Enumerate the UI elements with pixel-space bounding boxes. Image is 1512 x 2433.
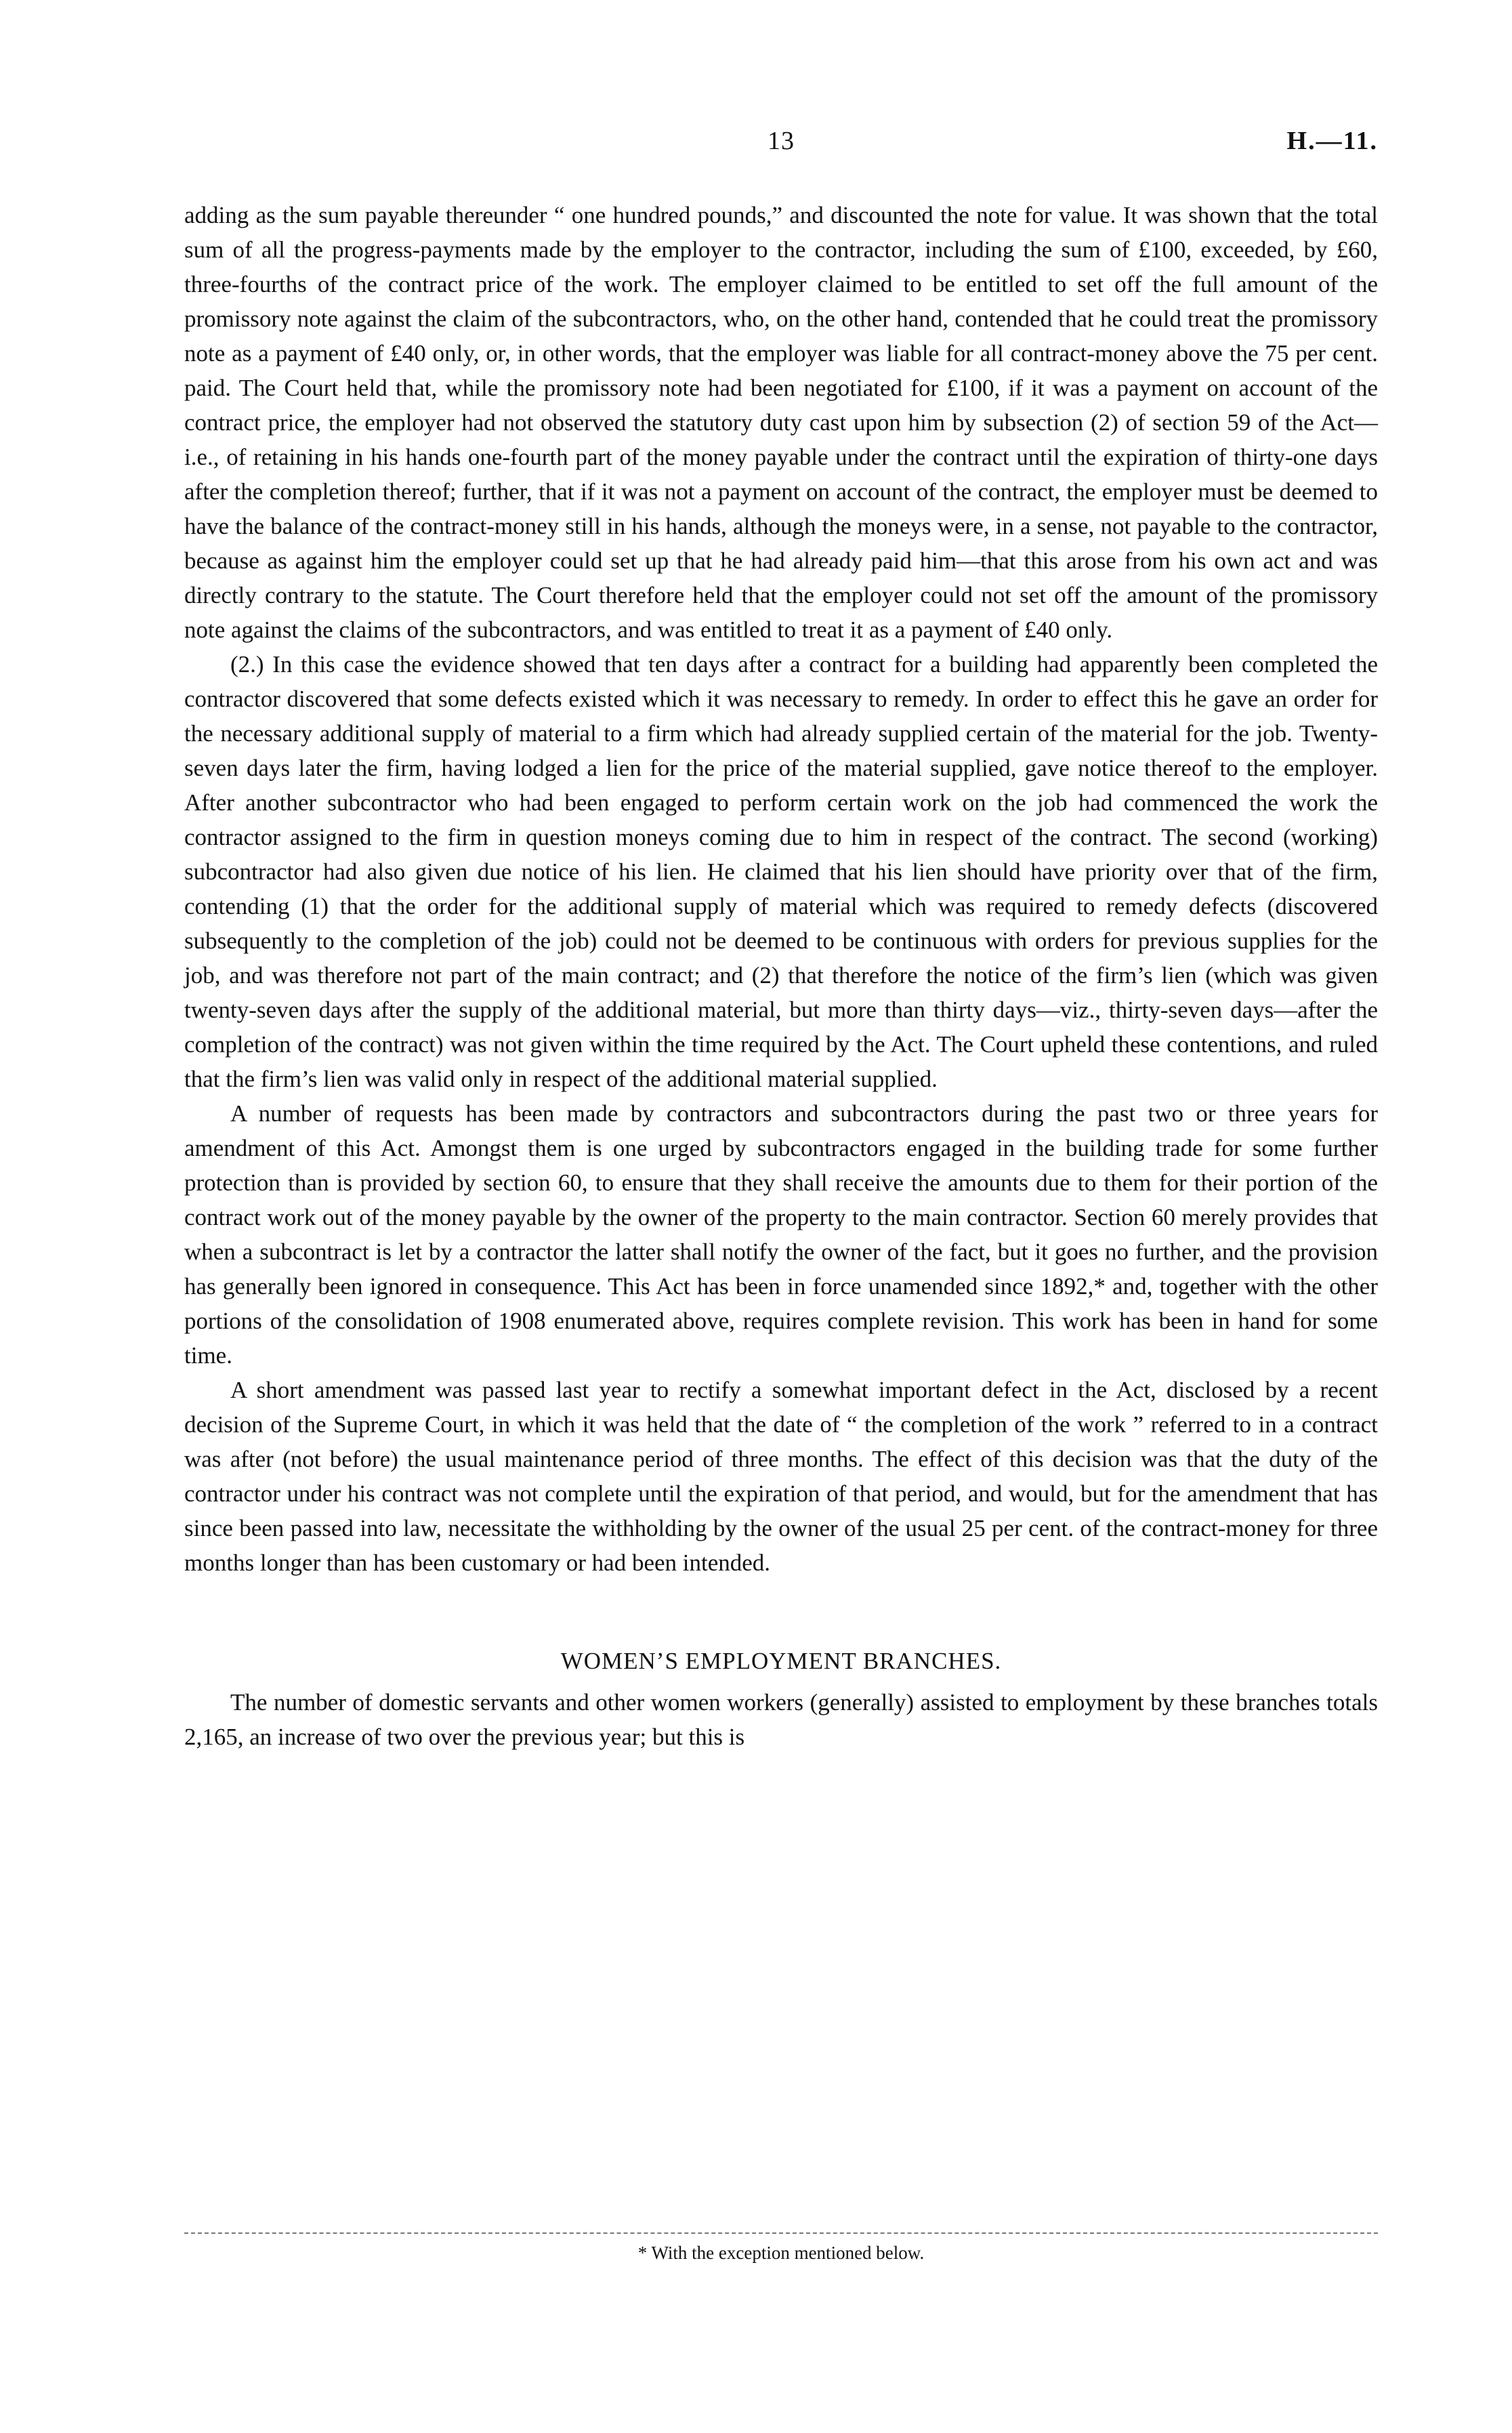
page-number: 13 bbox=[768, 127, 795, 155]
section-heading: WOMEN’S EMPLOYMENT BRANCHES. bbox=[560, 1648, 1002, 1674]
paragraph-womens-employment: The number of domestic servants and other women workers (generally) assisted to employment by these branches totals 2,165, an increase of two over the previous year; but this is bbox=[184, 1689, 1378, 1750]
paragraph-amendment-requests: A number of requests has been made by contractors and subcontractors during the past two or three years for amendment of this Act. Amongst them is one urged by subcontractors engaged in the building trade for some further protection than is provided by section 60, to ensure that they shall receive the amounts due to them for their portion of the contract work out of the money payable by the owner of the property to the main contractor. Section 60 merely provides that when a subcontract is let by a contractor the latter shall notify the owner of the fact, but it goes no further, and the provision has generally been ignored in consequence. This Act has been in force unamended since 1892,* and, together with the other portions of the consolidation of 1908 enumerated above, requires complete revision. This work has been in hand for some time. bbox=[184, 1100, 1378, 1369]
page-header bbox=[184, 126, 1378, 160]
paragraph-case-two: (2.) In this case the evidence showed that ten days after a contract for a building had apparently been completed the contractor discovered that some defects existed which it was necessary to remedy. In order to effect this he gave an order for the necessary additional supply of material to a firm which had already supplied certain of the material for the job. Twenty-seven days later the firm, having lodged a lien for the price of the material supplied, gave notice thereof to the employer. After another subcontractor who had been engaged to perform certain work on the job had commenced the work the contractor assigned to the firm in question moneys coming due to him in respect of the contract. The second (working) subcontractor had also given due notice of his lien. He claimed that his lien should have priority over that of the firm, contending (1) that the order for the additional supply of material which was required to remedy defects (discovered subsequently to the completion of the job) could not be deemed to be continuous with orders for previous supplies for the job, and was therefore not part of the main contract; and (2) that therefore the notice of the firm’s lien (which was given twenty-seven days after the supply of the additional material, but more than thirty days—viz., thirty-seven days—after the completion of the contract) was not given within the time required by the Act. The Court upheld these contentions, and ruled that the firm’s lien was valid only in respect of the additional material supplied. bbox=[184, 651, 1378, 1092]
footnote-divider bbox=[184, 2232, 1378, 2234]
body-text bbox=[184, 198, 1378, 1754]
paragraph-continuation: adding as the sum payable thereunder “ one hundred pounds,” and discounted the note for value. It was shown that the total sum of all the progress-payments made by the employer to the contractor, including the sum of £100, exceeded, by £60, three-fourths of the contract price of the work. The employer claimed to be entitled to set off the full amount of the promissory note against the claim of the subcontractors, who, on the other hand, contended that he could treat the promissory note as a payment of £40 only, or, in other words, that the employer was liable for all contract-money above the 75 per cent. paid. The Court held that, while the promissory note had been negotiated for £100, if it was a payment on account of the contract price, the employer had not observed the statutory duty cast upon him by subsection (2) of section 59 of the Act—i.e., of retaining in his hands one-fourth part of the money payable under the contract until the expiration of thirty-one days after the completion thereof; further, that if it was not a payment on account of the contract, the employer must be deemed to have the balance of the contract-money still in his hands, although the moneys were, in a sense, not payable to the contractor, because as against him the employer could set up that he had already paid him—that this arose from his own act and was directly contrary to the statute. The Court therefore held that the employer could not set off the amount of the promissory note against the claims of the subcontractors, and was entitled to treat it as a payment of £40 only. bbox=[184, 202, 1378, 643]
document-reference: H.—11. bbox=[1286, 127, 1378, 155]
paragraph-short-amendment: A short amendment was passed last year to rectify a somewhat important defect in the Act, disclosed by a recent decision of the Supreme Court, in which it was held that the date of “ the completion of the work ” referred to in a contract was after (not before) the usual maintenance period of three months. The effect of this decision was that the duty of the contractor under his contract was not complete until the expiration of that period, and would, but for the amendment that has since been passed into law, necessitate the withholding by the owner of the usual 25 per cent. of the contract-money for three months longer than has been customary or had been intended. bbox=[184, 1377, 1378, 1576]
footnote: * With the exception mentioned below. bbox=[637, 2243, 925, 2263]
